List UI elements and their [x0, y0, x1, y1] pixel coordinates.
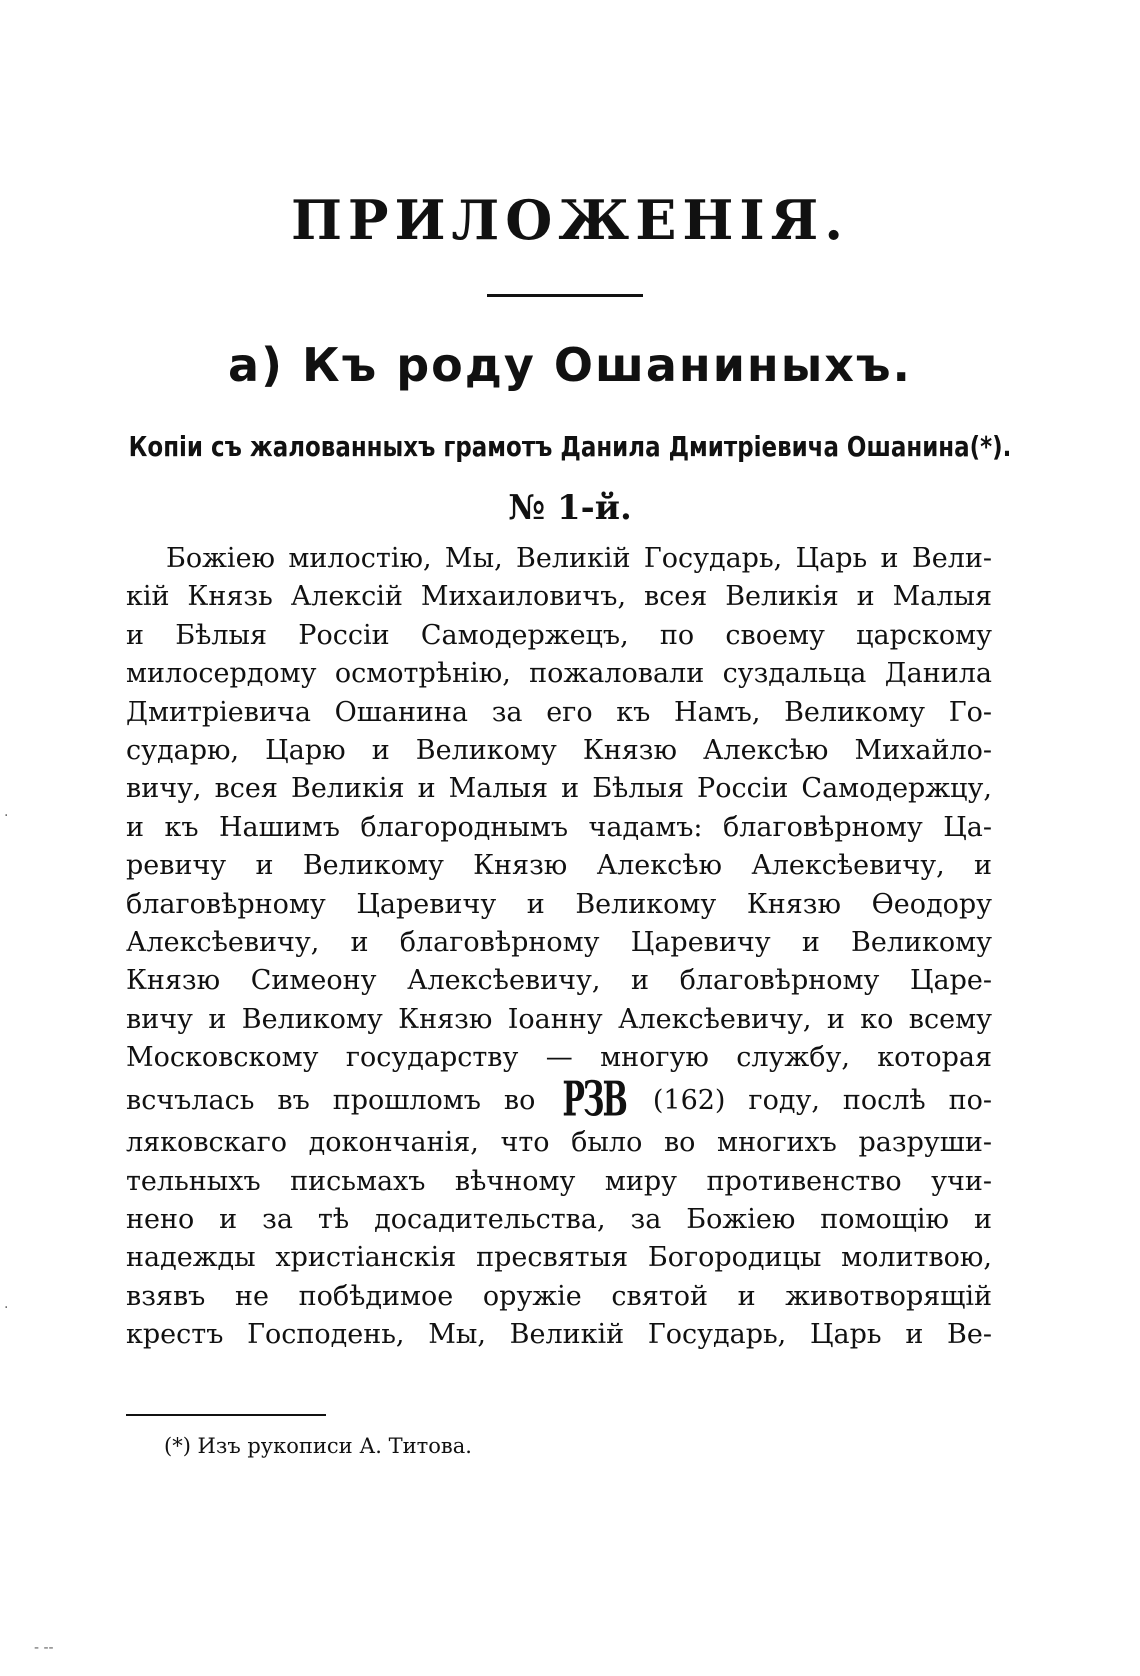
body-line: кій Князь Алексій Михаиловичъ, всея Великія и Малыя [126, 581, 992, 613]
body-line: нено и за тѣ досадительства, за Божіею помощію и [126, 1204, 992, 1235]
body-line: милосердому осмотрѣнію, пожаловали суздальца Данила [126, 658, 992, 690]
footnote: (*) Изъ рукописи А. Титова. [164, 1434, 472, 1458]
year-line-before: всчълась въ прошломъ во [126, 1084, 536, 1116]
body-line: Московскому государству — многую службу, которая [126, 1042, 992, 1074]
body-line: взявъ не побѣдимое оружіе святой и животворящій [126, 1280, 992, 1312]
body-line: Дмитріевича Ошанина за его къ Намъ, Великому Го- [126, 696, 992, 728]
body-line: вичу, всея Великія и Малыя и Бѣлыя Россіи Самодержцу, [126, 773, 992, 805]
section-heading: а) Къ роду Ошаниныхъ. [227, 338, 913, 392]
body-line: Божіею милостію, Мы, Великій Государь, Царь и Вели- [166, 543, 992, 574]
body-line: и Бѣлыя Россіи Самодержецъ, по своему царскому [126, 619, 992, 651]
subheading: Копіи съ жалованныхъ грамотъ Данила Дмитріевича Ошанина(*). [128, 430, 1012, 463]
footnote-divider [126, 1414, 326, 1416]
body-line: вичу и Великому Князю Іоанну Алексѣевичу, и ко всему [126, 1003, 992, 1035]
document-number: № 1-й. [508, 488, 632, 528]
margin-speck: · [4, 1300, 9, 1316]
page-title: ПРИЛОЖЕНІЯ. [290, 188, 850, 252]
body-line: тельныхъ письмахъ вѣчному миру противенство учи- [126, 1165, 992, 1197]
body-line: Алексѣевичу, и благовѣрному Царевичу и Великому [126, 927, 992, 959]
body-line: ревичу и Великому Князю Алексѣю Алексѣевичу, и [126, 850, 992, 882]
margin-speck: - -- [34, 1640, 54, 1656]
margin-speck: · [4, 808, 9, 824]
body-line: надежды христіанскія пресвятыя Богородицы молитвою, [126, 1242, 992, 1274]
body-text [126, 540, 992, 1355]
body-line: Князю Симеону Алексѣевичу, и благовѣрному Царе- [126, 965, 992, 997]
body-line: и къ Нашимъ благороднымъ чадамъ: благовѣрному Ца- [126, 811, 992, 843]
title-divider [487, 294, 643, 297]
body-line: ляковскаго докончанія, что было во многихъ разруши- [126, 1127, 992, 1159]
body-line: крестъ Господень, Мы, Великій Государь, Царь и Ве- [126, 1319, 992, 1351]
body-line-year [126, 1072, 993, 1129]
body-line: сударю, Царю и Великому Князю Алексѣю Михайло- [126, 735, 992, 767]
body-line: благовѣрному Царевичу и Великому Князю Ѳеодору [126, 888, 992, 920]
year-glyph: РЗВ [562, 1072, 626, 1129]
year-line-after: (162) году, послѣ по- [652, 1084, 993, 1116]
